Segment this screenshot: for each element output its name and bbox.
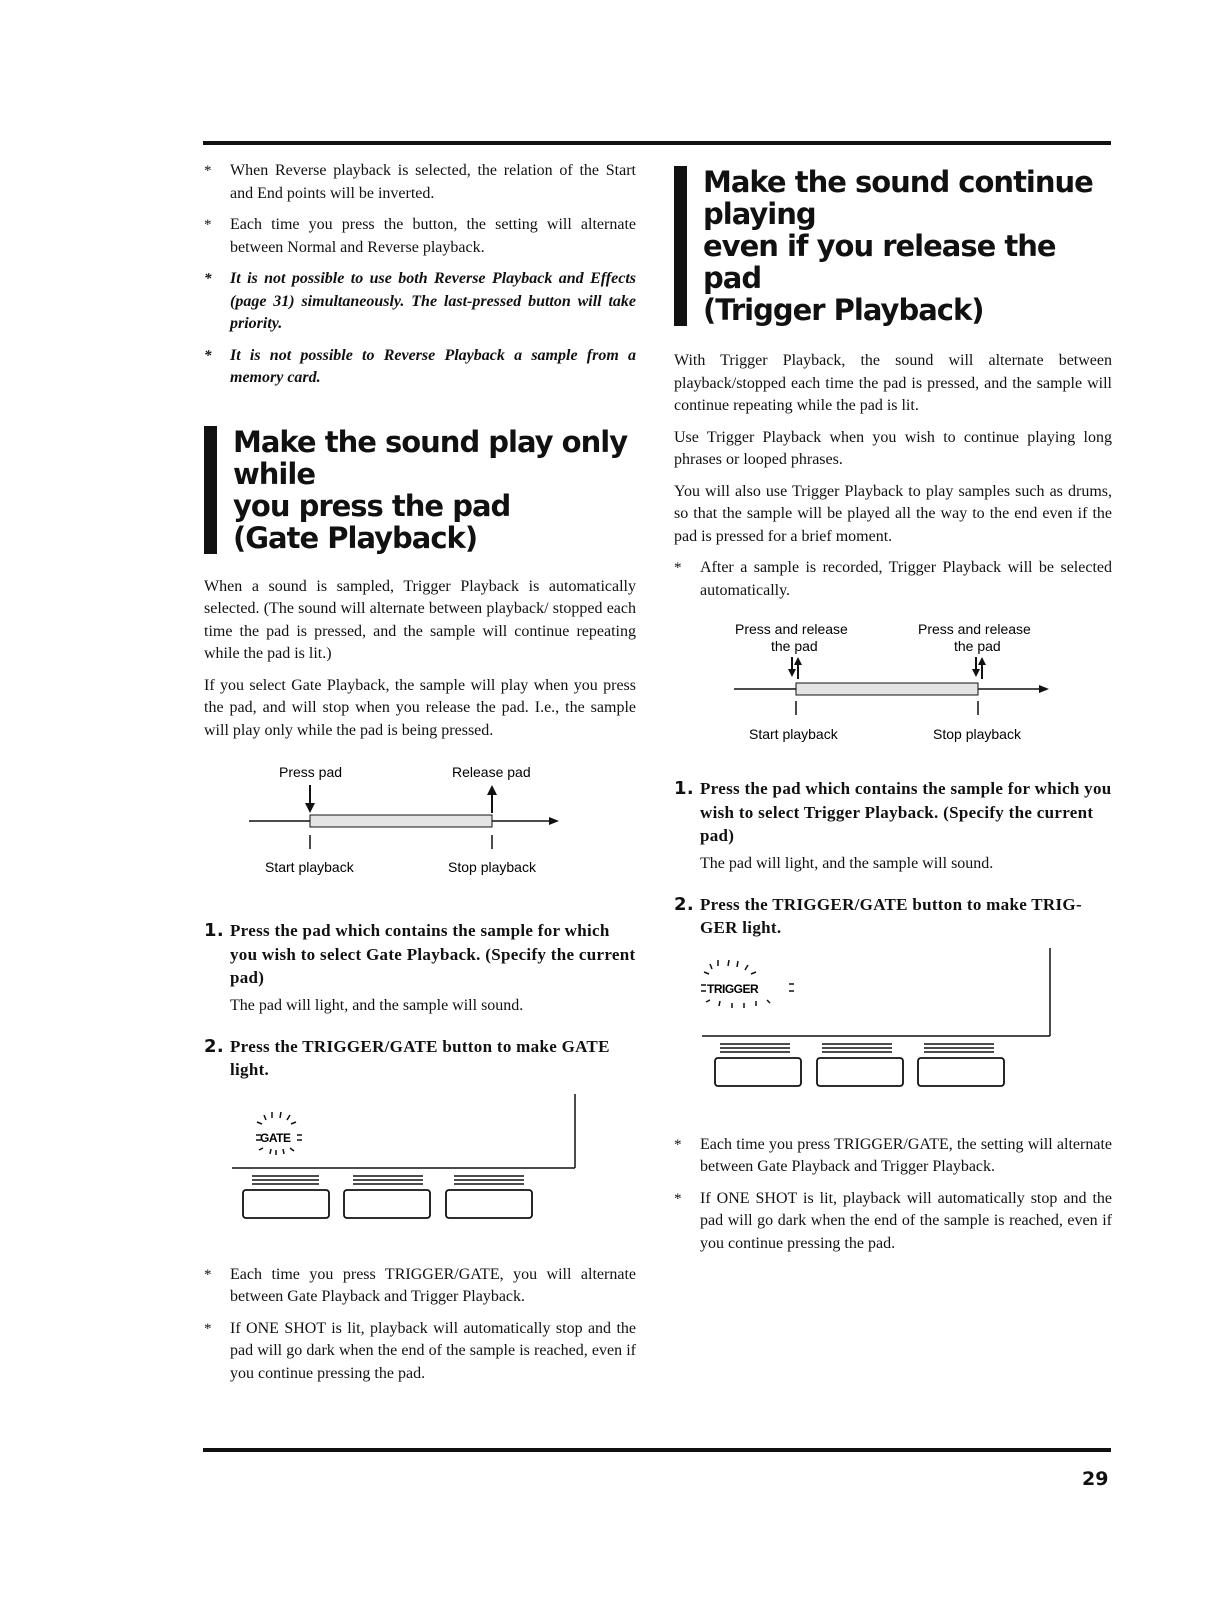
svg-text:the pad: the pad: [954, 638, 1001, 654]
note: * If ONE SHOT is lit, playback will automatically stop and the pad will go dark when the end of the sample is reached, even if you continue pressing the pad.: [674, 1189, 1112, 1252]
paragraph: When a sound is sampled, Trigger Playback is automatically selected. (The sound will alternate between playback/ stopped each time the pad is pressed, and the sample will continue repeating while the pad is lit.): [204, 577, 636, 662]
svg-text:Press and release: Press and release: [918, 621, 1031, 637]
paragraph: If you select Gate Playback, the sample will play when you press the pad, and will stop when you release the pad. I.e., the sample will play only while the pad is being pressed.: [204, 676, 636, 739]
note: * Each time you press TRIGGER/GATE, the setting will alternate between Gate Playback and Trigger Playback.: [674, 1135, 1112, 1175]
paragraph: You will also use Trigger Playback to play samples such as drums, so that the sample will be played all the way to the end even if the pad is pressed for a brief moment.: [674, 482, 1112, 545]
paragraph: Use Trigger Playback when you wish to continue playing long phrases or looped phrases.: [674, 428, 1112, 468]
svg-text:Press and release: Press and release: [735, 621, 848, 637]
page-number: 29: [1082, 1468, 1109, 1490]
step-1-result: The pad will light, and the sample will sound.: [700, 854, 994, 872]
bottom-rule: [203, 1448, 1111, 1452]
pad-button[interactable]: [817, 1058, 903, 1086]
timeline-label-release: Release pad: [452, 764, 531, 780]
timeline-label-stop: Stop playback: [448, 859, 536, 875]
svg-text:the pad: the pad: [771, 638, 818, 654]
section-heading-gate-playback: Make the sound play only while you press the pad (Gate Playback): [204, 426, 636, 554]
trigger-button-label: TRIGGER: [707, 981, 759, 996]
step-1: 1. Press the pad which contains the sample for which you wish to select Trigger Playback. (Specify the current pad): [674, 778, 1112, 845]
step-2: 2. Press the TRIGGER/GATE button to make GATE light.: [204, 1035, 610, 1079]
step-1: 1. Press the pad which contains the sample for which you wish to select Gate Playback. (Specify the current pad): [204, 920, 636, 987]
trigger-button-panel: [674, 948, 1112, 1098]
pad-button-group: [252, 1176, 524, 1184]
press-release-arrows: [788, 657, 986, 679]
note: * If ONE SHOT is lit, playback will automatically stop and the pad will go dark when the end of the sample is reached, even if you continue pressing the pad.: [204, 1319, 636, 1382]
pad-button-group: [720, 1044, 994, 1052]
note: * Each time you press the button, the setting will alternate between Normal and Reverse playback.: [204, 216, 636, 256]
pad-button[interactable]: [243, 1190, 329, 1218]
timeline-label-press: Press pad: [279, 764, 343, 780]
svg-text:Start playback: Start playback: [749, 726, 838, 742]
note-emphasis: * It is not possible to use both Reverse Playback and Effects (page 31) simultaneously. The last-pressed button will take priority.: [204, 270, 636, 332]
svg-text:Stop playback: Stop playback: [933, 726, 1021, 742]
pad-button[interactable]: [715, 1058, 801, 1086]
step-2: 2. Press the TRIGGER/GATE button to make TRIG- GER light.: [674, 893, 1082, 937]
note: * When Reverse playback is selected, the relation of the Start and End points will be inverted.: [204, 162, 636, 202]
note-emphasis: * It is not possible to Reverse Playback a sample from a memory card.: [204, 346, 636, 386]
pad-button[interactable]: [918, 1058, 1004, 1086]
left-column: [204, 160, 636, 1394]
step-1-result: The pad will light, and the sample will sound.: [230, 996, 524, 1014]
trigger-timeline-diagram: [674, 611, 1112, 751]
note: * After a sample is recorded, Trigger Playback will be selected automatically.: [674, 559, 1112, 599]
paragraph: With Trigger Playback, the sound will alternate between playback/stopped each time the pad is pressed, and the sample will continue repeating while the pad is lit.: [674, 352, 1112, 414]
top-rule: [203, 141, 1111, 145]
gate-button-label: GATE: [260, 1130, 291, 1145]
pad-button[interactable]: [446, 1190, 532, 1218]
pad-button[interactable]: [344, 1190, 430, 1218]
timeline-label-start: Start playback: [265, 859, 354, 875]
section-heading-trigger-playback: Make the sound continue playing even if you release the pad (Trigger Playback): [674, 166, 1112, 326]
right-column: [674, 160, 1112, 1264]
gate-button-panel: [204, 1094, 636, 1224]
note: * Each time you press TRIGGER/GATE, you will alternate between Gate Playback and Trigger Playback.: [204, 1265, 636, 1305]
gate-timeline-diagram: [204, 751, 636, 881]
